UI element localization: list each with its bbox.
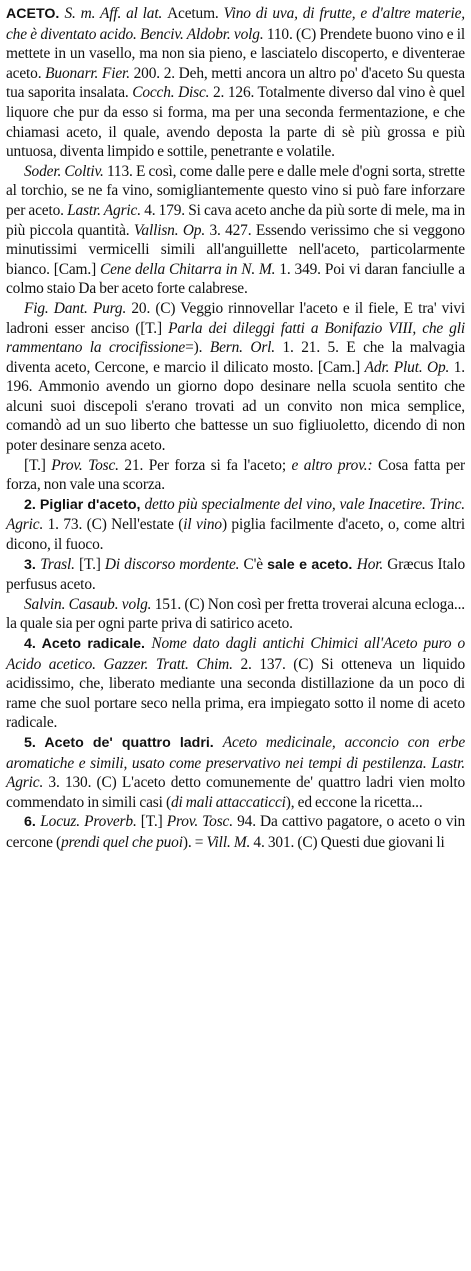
para-soder	[6, 162, 465, 299]
italic-text: Bern. Orl.	[209, 339, 283, 357]
italic-text: Lastr. Agric.	[67, 201, 145, 219]
italic-text: prendi quel che puoi	[60, 833, 183, 851]
body-text: [T.]	[24, 456, 52, 474]
body-text: ). =	[182, 833, 207, 851]
italic-text: Salvin. Casaub. volg.	[24, 595, 155, 613]
body-text: =).	[185, 339, 210, 357]
italic-text: il vino	[183, 516, 222, 534]
dictionary-entry-aceto	[6, 4, 465, 853]
body-text: 1. 196. Ammonio avendo un giorno dopo desinare nella scuola sentito che alcuni suoi discepoli s'erano trovati ad un convito non mica semplice, comandò ad un suo liberto che battesse un suo figliuoletto, dicendo di non poter desinare senza aceto.	[6, 358, 465, 455]
body-text: 151. (C) Non così per fretta troverai alcuna ecloga... la quale sia per ogni parte priva di satirico aceto.	[6, 595, 465, 633]
italic-text: Aceto medicinale, acconcio con erbe aromatiche e simili, usato come preservativo nei tempi di pestilenza. Lastr. Agric.	[6, 733, 465, 792]
italic-text: Prov. Tosc.	[51, 456, 125, 474]
body-text: ) piglia facilmente d'aceto, o, come altri dicono, il fuoco.	[6, 516, 465, 554]
italic-text: Fig. Dant. Purg.	[24, 299, 132, 317]
para-sense-2	[6, 495, 465, 555]
italic-text: Di discorso mordente.	[104, 555, 244, 573]
bold-lemma: ACETO.	[6, 6, 65, 22]
body-text: 94. Da cattivo pagatore, o aceto o vin cercone (	[6, 813, 465, 851]
body-text: 4. 179. Si cava aceto anche da più sorte di mele, ma in più piccola quantità.	[6, 201, 466, 239]
body-text: 2. 137. (C) Si otteneva un liquido acidissimo, che, liberato mediante una seconda distillazione da un poco di rame che suol portare seco nella prima, era impiegato sotto il nome di aceto radicale.	[6, 655, 466, 732]
italic-text: e altro prov.:	[291, 456, 378, 474]
italic-text: Locuz. Proverb.	[40, 813, 141, 831]
italic-text: Vallisn. Op.	[133, 221, 210, 239]
body-text: 1. 21. 5. E che la malvagia diventa aceto, Cercone, e marcio il dilicato mosto. [Cam.]	[6, 339, 466, 376]
para-salvin	[6, 595, 465, 634]
body-text: [T.]	[79, 555, 105, 573]
italic-text: detto più specialmente del vino, vale Inacetire. Trinc. Agric.	[6, 495, 465, 534]
para-sense-3	[6, 555, 465, 595]
body-text: 21. Per forza si fa l'aceto;	[124, 456, 292, 474]
bold-lemma: sale e aceto.	[267, 556, 357, 573]
italic-text: Vill. M.	[206, 833, 254, 851]
body-text: Acetum.	[167, 5, 224, 22]
italic-text: Buonarr. Fier.	[45, 64, 134, 82]
body-text: 1. 73. (C) Nell'estate (	[47, 516, 184, 534]
italic-text: Adr. Plut. Op.	[364, 358, 454, 376]
italic-text: Vino di uva, di frutte, e d'altre materie, che è diventato acido. Benciv. Aldobr. volg.	[6, 5, 465, 43]
body-text: 4. 301. (C) Questi due giovani li	[253, 833, 445, 851]
para-sense-6	[6, 812, 465, 852]
italic-text: Cene della Chitarra in N. M.	[100, 260, 280, 278]
italic-text: S. m. Aff. al lat.	[64, 5, 168, 22]
para-sense-5	[6, 733, 465, 812]
italic-text: Soder. Coltiv.	[24, 162, 107, 180]
body-text: 3. 427. Essendo verissimo che si veggono minutissimi vermicelli simili all'anguillette nell'aceto, particolarmente bianco. [Cam.]	[6, 221, 465, 278]
para-definition	[6, 4, 465, 162]
para-fig	[6, 299, 465, 456]
body-text: 113. E così, come dalle pere e dalle mele d'ogni sorta, strette al torchio, se ne fa vino, somigliantemente questo vino si può fare inforzare per aceto.	[6, 162, 465, 219]
italic-text: Prov. Tosc.	[166, 813, 238, 831]
italic-text: di mali attaccaticci	[170, 793, 286, 811]
body-text: Cosa fatta per forza, non vale una scorza.	[6, 456, 465, 494]
bold-lemma: 5. Aceto de' quattro ladri.	[24, 734, 223, 751]
body-text: C'è	[243, 555, 268, 573]
bold-lemma: 4. Aceto radicale.	[24, 636, 152, 652]
body-text: 2. 126. Totalmente diverso dal vino è quel liquore che pur da esso si forma, ma per una seconda fermentazione, e che chiamasi aceto, il quale, avendo deposta la parte di sè più grossa e più untuosa, diventa limpido e sottile, penetrante e volatile.	[6, 84, 465, 161]
body-text: ), ed eccone la ricetta...	[285, 793, 423, 811]
bold-lemma: 2. Pigliar d'aceto,	[24, 496, 145, 513]
italic-text: Trasl.	[40, 555, 79, 573]
para-sense-4	[6, 634, 465, 733]
body-text: 3. 130. (C) L'aceto detto comunemente de' quattro ladri vien molto commendato in simili casi (	[6, 774, 465, 811]
italic-text: Hor.	[356, 555, 388, 573]
italic-text: Nome dato dagli antichi Chimici all'Aceto puro o Acido acetico. Gazzer. Tratt. Chim.	[6, 635, 465, 673]
body-text: [T.]	[140, 813, 167, 831]
bold-lemma: 3.	[24, 556, 41, 573]
para-prov	[6, 456, 465, 495]
body-text: 20. (C) Veggio rinnovellar l'aceto e il fiele, E tra' vivi ladroni esser anciso ([T.]	[6, 299, 465, 337]
body-text: 110. (C) Prendete buono vino e il mettete in un vasello, ma non sia pieno, e lasciatelo discoperto, e diventerae aceto.	[6, 25, 465, 82]
body-text: 1. 349. Poi vi daran fanciulle a colmo staio Da ber aceto forte calabrese.	[6, 260, 465, 298]
bold-lemma: 6.	[24, 814, 41, 831]
body-text: 200. 2. Deh, metti ancora un altro po' d'aceto Su questa tua saporita insalata.	[6, 64, 465, 102]
italic-text: Parla dei dileggi fatti a Bonifazio VIII, che gli rammentano la crocifissione	[6, 319, 465, 357]
body-text: Græcus Italo perfusus aceto.	[6, 555, 465, 594]
italic-text: Cocch. Disc.	[132, 84, 213, 102]
